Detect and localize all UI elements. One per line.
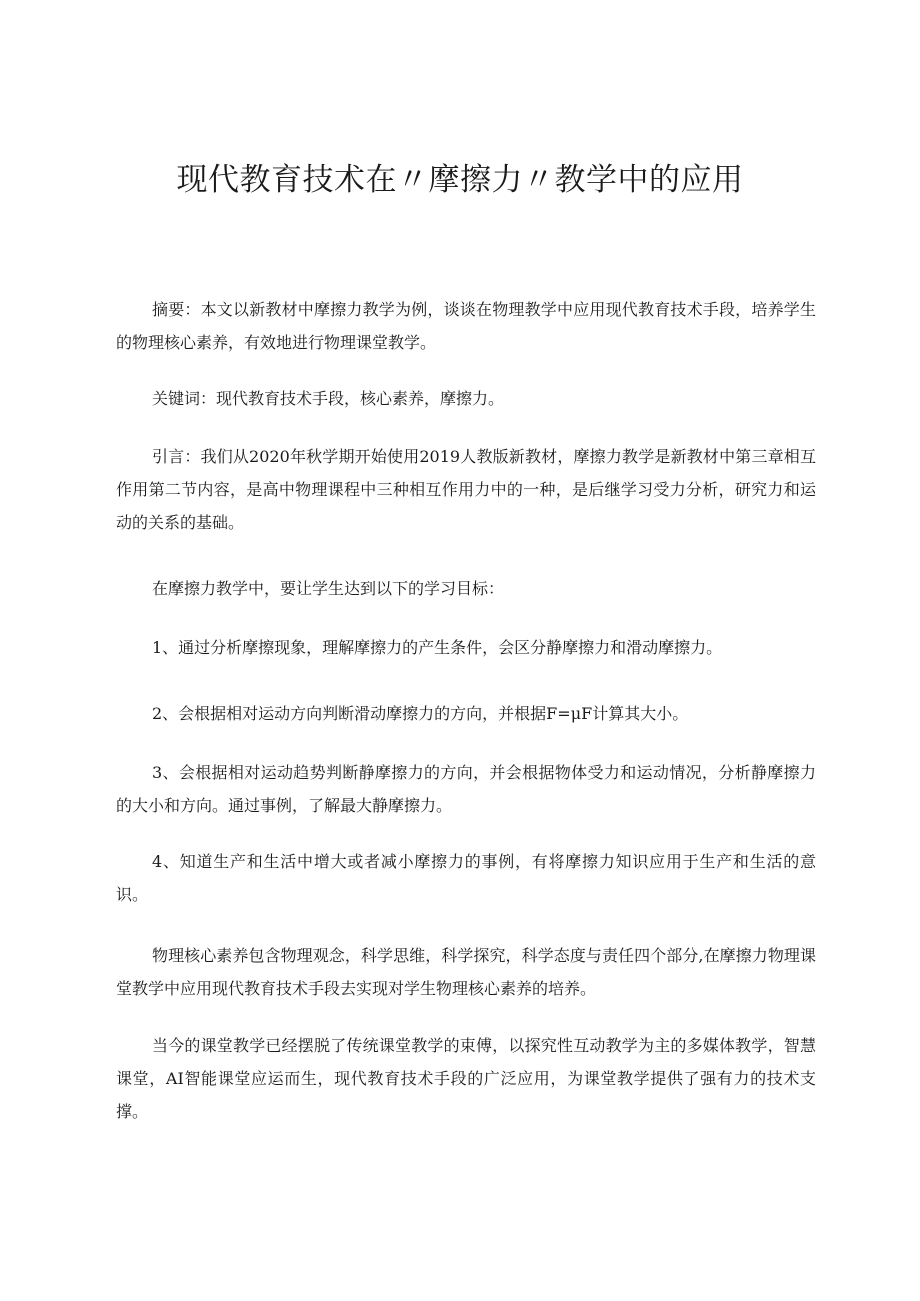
modern-teaching-paragraph: 当今的课堂教学已经摆脱了传统课堂教学的束傅，以探究性互动教学为主的多媒体教学，智慧课堂，AI智能课堂应运而生，现代教育技术手段的广泛应用，为课堂教学提供了强有力的技术支撑。 (116, 1036, 816, 1121)
keywords-paragraph: 关键词：现代教育技术手段，核心素养，摩擦力。 (152, 389, 505, 408)
core-literacy-paragraph: 物理核心素养包含物理观念，科学思维，科学探究，科学态度与责任四个部分,在摩擦力物理课堂教学中应用现代教育技术手段去实现对学生物理核心素养的培养。 (116, 946, 816, 998)
learning-goal-1: 1、通过分析摩擦现象，理解摩擦力的产生条件，会区分静摩擦力和滑动摩擦力。 (152, 638, 723, 657)
learning-goal-3: 3、会根据相对运动趋势判断静摩擦力的方向，并会根据物体受力和运动情况，分析静摩擦力的大小和方向。通过事例，了解最大静摩擦力。 (116, 763, 816, 815)
learning-goal-4: 4、知道生产和生活中增大或者减小摩擦力的事例，有将摩擦力知识应用于生产和生活的意识。 (116, 852, 816, 904)
introduction-paragraph: 引言：我们从2020年秋学期开始使用2019人教版新教材，摩擦力教学是新教材中第三章相互作用第二节内容，是高中物理课程中三种相互作用力中的一种，是后继学习受力分析，研究力和运动的关系的基础。 (116, 447, 816, 532)
abstract-paragraph: 摘要：本文以新教材中摩擦力教学为例，谈谈在物理教学中应用现代教育技术手段，培养学生的物理核心素养，有效地进行物理课堂教学。 (116, 300, 816, 352)
learning-goal-2: 2、会根据相对运动方向判断滑动摩擦力的方向，并根据F=μF计算其大小。 (152, 704, 689, 723)
learning-goals-intro: 在摩擦力教学中，要让学生达到以下的学习目标： (152, 579, 505, 598)
document-title: 现代教育技术在〃摩擦力〃教学中的应用 (176, 162, 744, 198)
